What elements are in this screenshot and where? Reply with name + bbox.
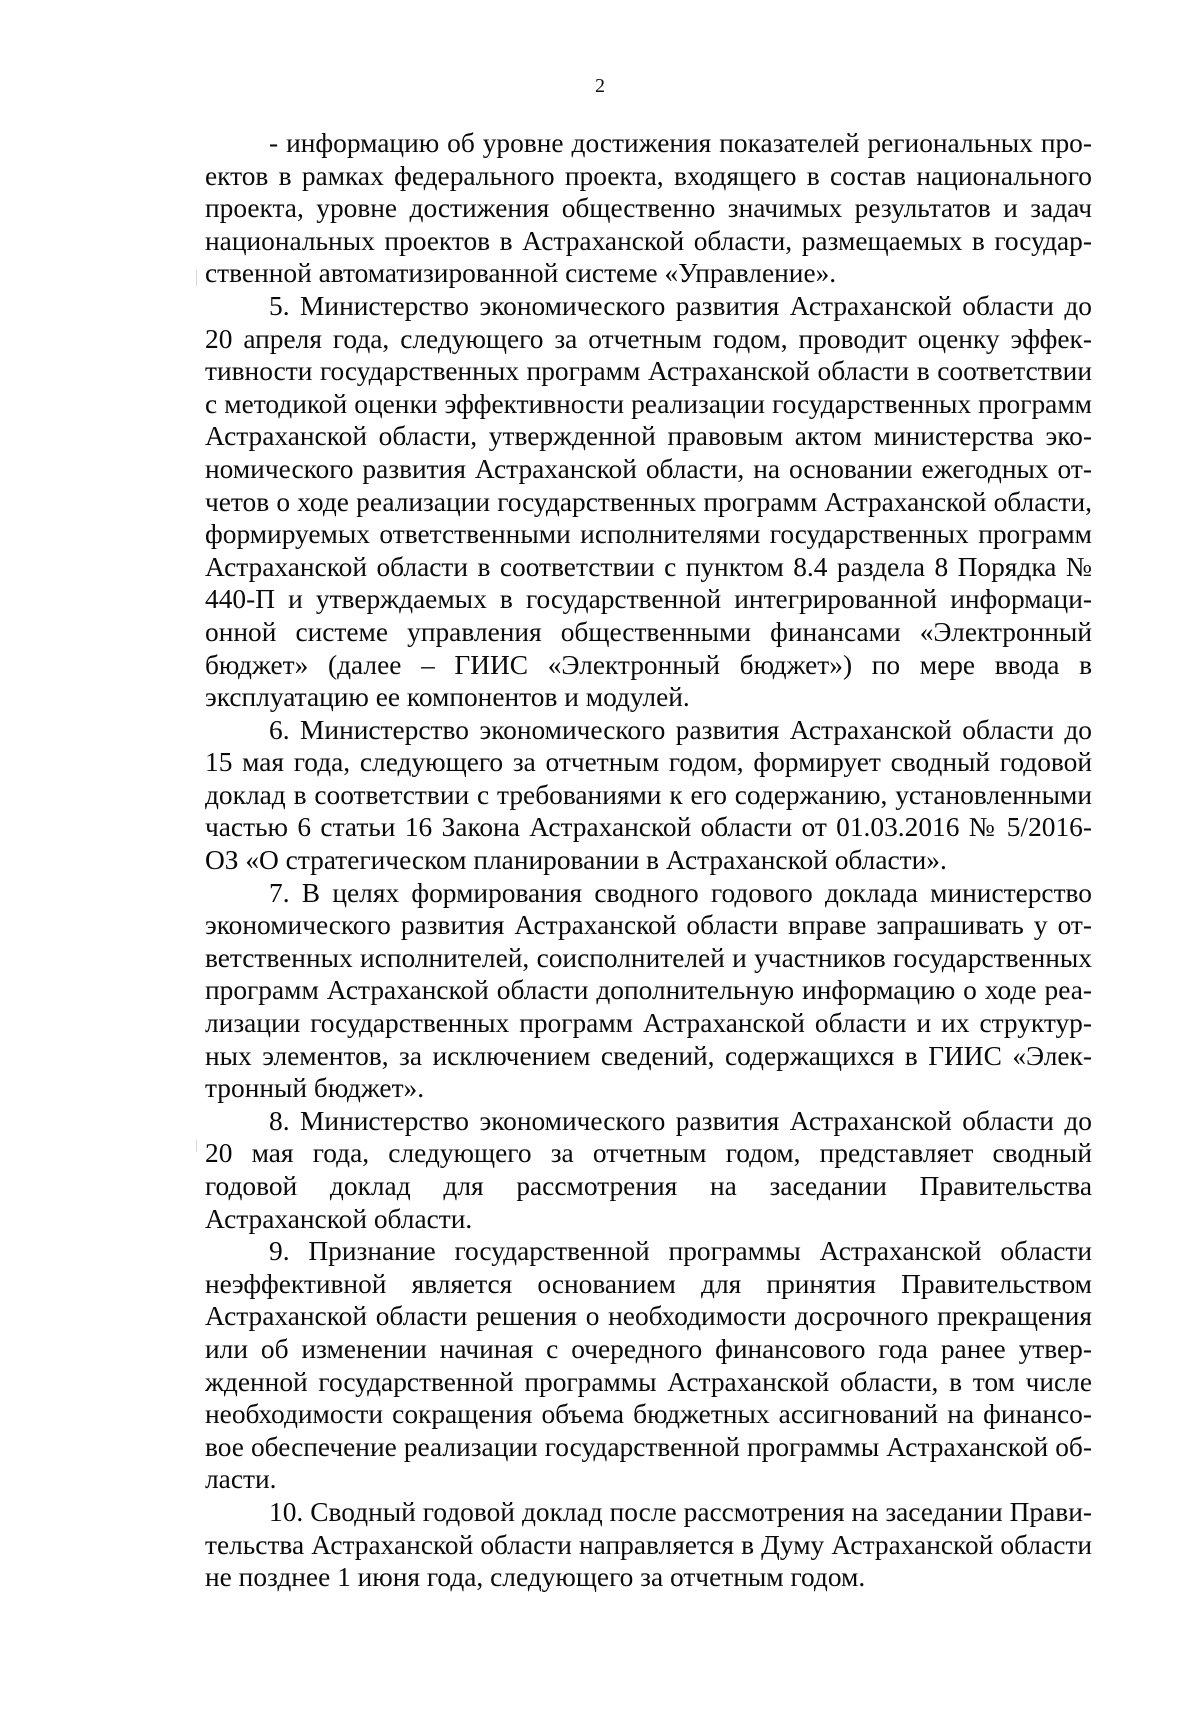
- paragraph-info-item: - информацию об уровне достижения показателей региональных проектов в рамках федерального проекта, входящего в состав национального проекта, уровне достижения общественно значимых результатов и задач национальных проектов в Астраханской области, размещаемых в государственной автоматизированной системе «Управление».: [205, 128, 1092, 289]
- page-number: 2: [595, 75, 605, 97]
- paragraph-6: 6. Министерство экономического развития Астраханской области до 15 мая года, следующего за отчетным годом, формирует сводный годовой доклад в соответствии с требованиями к его содержанию, установленными частью 6 статьи 16 Закона Астраханской области от 01.03.2016 № 5/2016-ОЗ «О стратегическом планировании в Астраханской области».: [205, 714, 1092, 876]
- paragraph-5: 5. Министерство экономического развития Астраханской области до 20 апреля года, следующего за отчетным годом, проводит оценку эффективности государственных программ Астраханской области в соответствии с методикой оценки эффективности реализации государственных программ Астраханской области, утвержденной правовым актом министерства экономического развития Астраханской области, на основании ежегодных отчетов о ходе реализации государственных программ Астраханской области, формируемых ответственными исполнителями государственных программ Астраханской области в соответствии с пунктом 8.4 раздела 8 Порядка № 440-П и утверждаемых в государственной интегрированной информационной системе управления общественными финансами «Электронный бюджет» (далее – ГИИС «Электронный бюджет») по мере ввода в эксплуатацию ее компонентов и модулей.: [205, 290, 1092, 713]
- paragraph-7: 7. В целях формирования сводного годового доклада министерство экономического развития Астраханской области вправе запрашивать у ответственных исполнителей, соисполнителей и участников государственных программ Астраханской области дополнительную информацию о ходе реализации государственных программ Астраханской области и их структурных элементов, за исключением сведений, содержащихся в ГИИС «Электронный бюджет».: [205, 877, 1092, 1104]
- paragraph-8: 8. Министерство экономического развития Астраханской области до 20 мая года, следующего за отчетным годом, представляет сводный годовой доклад для рассмотрения на заседании Правительства Астраханской области.: [205, 1105, 1092, 1234]
- scan-margin-line: [196, 270, 197, 286]
- paragraph-10: 10. Сводный годовой доклад после рассмотрения на заседании Правительства Астраханской области направляется в Думу Астраханской области не позднее 1 июня года, следующего за отчетным годом.: [205, 1496, 1092, 1593]
- scan-margin-line: [196, 1140, 197, 1152]
- document-body: [205, 127, 1092, 1594]
- paragraph-9: 9. Признание государственной программы Астраханской области неэффективной является основанием для принятия Правительством Астраханской области решения о необходимости досрочного прекращения или об изменении начиная с очередного финансового года ранее утвержденной государственной программы Астраханской области, в том числе необходимости сокращения объема бюджетных ассигнований на финансовое обеспечение реализации государственной программы Астраханской области.: [205, 1236, 1092, 1495]
